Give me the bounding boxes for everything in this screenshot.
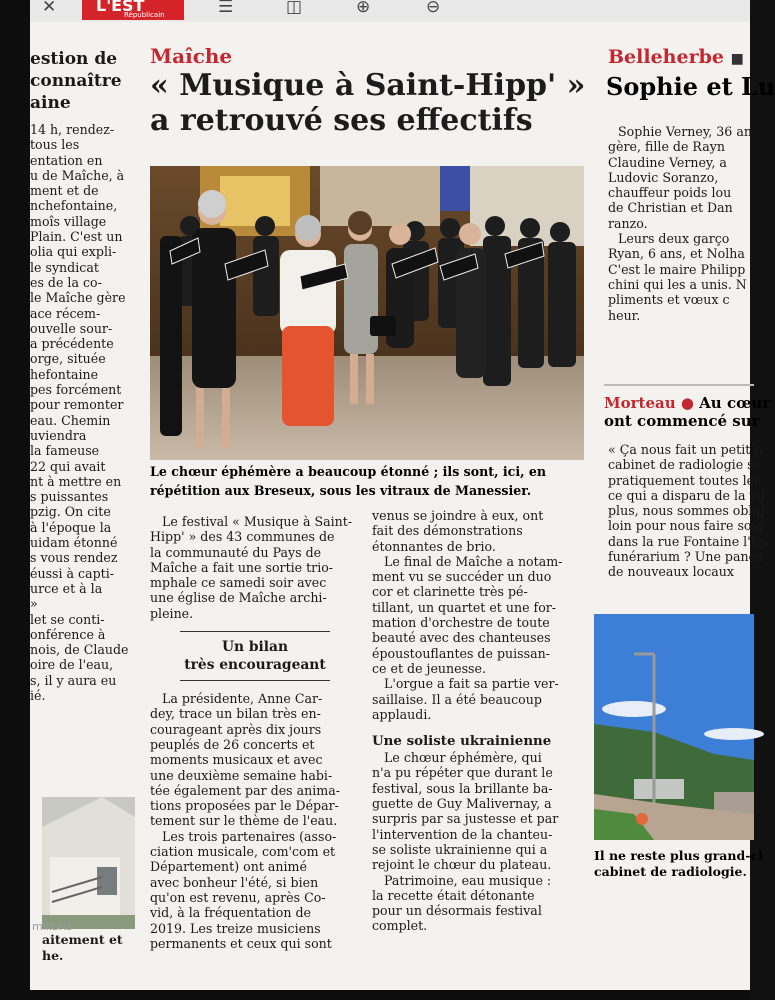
text-line: mphale ce samedi soir avec (150, 575, 327, 591)
zoom-out-icon[interactable]: ⊖ (426, 0, 441, 17)
text-line: dey, trace un bilan très en- (150, 706, 321, 722)
text-line: C'est le maire Philipp (608, 261, 746, 277)
text-line: courageant après dix jours (150, 721, 322, 737)
text-line: aitement et (42, 932, 123, 947)
text-line: tée également par des anima- (150, 782, 340, 798)
text-line: « Ça nous fait un petit p (608, 442, 763, 457)
left-article-photo (42, 797, 135, 929)
text-line: nchefontaine, (30, 198, 118, 214)
text-line: ce et de jeunesse. (372, 660, 486, 676)
article-column-2 (372, 508, 584, 934)
text-line: pliments et vœux c (608, 292, 730, 308)
text-line: estion de (30, 49, 118, 69)
text-line: pour un désormais festival (372, 903, 542, 919)
morteau-headline: Morteau ● Au cœur ont commencé sur (604, 384, 754, 430)
headline-line: « Musique à Saint-Hipp' » (150, 68, 586, 103)
text-line: surpris par sa justesse et par (372, 811, 559, 827)
text-line: dans la rue Fontaine l'Ép (608, 533, 768, 549)
text-line: plus, nous sommes oblig (608, 503, 765, 519)
subheading-line: très encourageant (184, 657, 326, 674)
text-line: mation d'orchestre de toute (372, 615, 550, 631)
text-line: Ryan, 6 ans, et Nolha (608, 246, 745, 262)
left-article (30, 48, 140, 114)
text-line: onférence à (30, 626, 106, 642)
photo-caption (150, 462, 590, 500)
close-icon[interactable]: ✕ (42, 0, 57, 17)
text-line: Sophie Verney, 36 an (618, 124, 752, 139)
text-line: a précédente (30, 336, 114, 352)
text-line: se soliste ukrainienne qui a (372, 841, 548, 857)
text-line: Ludovic Soranzo, (608, 169, 719, 185)
radiology-photo (594, 614, 754, 840)
text-line: fait des démonstrations (372, 523, 523, 539)
text-line: applaudi. (372, 706, 432, 722)
watermark: milibris (32, 920, 73, 933)
headline-line: a retrouvé ses effectifs (150, 103, 533, 138)
text-line: saillaise. Il a été beaucoup (372, 691, 542, 707)
left-photo-caption (42, 932, 142, 964)
list-icon[interactable]: ☰ (218, 0, 234, 17)
text-line: La présidente, Anne Car- (162, 691, 323, 707)
left-article-title (30, 48, 140, 114)
text-line: Leurs deux garço (618, 231, 730, 247)
text-line: heur. (608, 307, 641, 323)
text-line: he. (42, 948, 64, 963)
text-line: ment et de (30, 183, 99, 199)
subhead-rule (180, 680, 330, 681)
text-line: l'intervention de la chanteu- (372, 826, 553, 842)
text-line: Le final de Maîche a notam- (384, 553, 563, 569)
text-line: peuplés de 26 concerts et (150, 736, 315, 752)
text-line: cabinet de radiologie se (608, 457, 762, 473)
text-line: loin pour nous faire soig (608, 518, 764, 534)
article-kicker: Maîche (150, 44, 233, 68)
text-line: une deuxième semaine habi- (150, 767, 333, 783)
choir-photo-image (150, 166, 584, 460)
zoom-in-icon[interactable]: ⊕ (356, 0, 371, 17)
left-article-body (30, 122, 140, 703)
article-headline (150, 68, 590, 138)
text-line: la fameuse (30, 443, 100, 459)
newspaper-page (30, 22, 775, 990)
left-photo-image (42, 797, 135, 929)
text-line: Les trois partenaires (asso- (162, 828, 337, 844)
text-line: vid, à la fréquentation de (150, 905, 312, 921)
text-line: pratiquement toutes les (608, 472, 761, 488)
text-line: nois, de Claude (30, 642, 129, 658)
text-line: Maîche a fait une sortie trio- (150, 559, 334, 575)
text-line: venus se joindre à eux, ont (372, 508, 544, 523)
text-line: ment vu se succéder un duo (372, 569, 552, 585)
radiology-caption: Il ne reste plus grand-cl cabinet de radiologie. (594, 848, 763, 879)
text-line: complet. (372, 918, 428, 934)
text-line: L'orgue a fait sa partie ver- (384, 676, 559, 692)
text-line: 2019. Les treize musiciens (150, 920, 321, 936)
text-line: ié. (30, 687, 46, 703)
text-line: ranzo. (608, 215, 648, 231)
text-line: aine (30, 93, 71, 113)
paragraph (150, 829, 360, 951)
text-line: ciation musicale, com'com et (150, 844, 336, 860)
text-line: olia qui expli- (30, 244, 117, 260)
text-line: 22 qui avait (30, 458, 106, 474)
radiology-photo-image (594, 614, 754, 840)
text-line: u de Maîche, à (30, 167, 125, 183)
choir-photo (150, 166, 584, 460)
text-line: gère, fille de Rayn (608, 139, 725, 155)
text-line: chauffeur poids lou (608, 185, 732, 201)
text-line: let se conti- (30, 611, 105, 627)
text-line: qu'on est revenu, après Co- (150, 889, 326, 905)
text-line: guette de Guy Malivernay, a (372, 796, 552, 812)
text-line: le Maîche gère (30, 290, 126, 306)
text-line: Département) ont animé (150, 859, 307, 875)
text-line: pour remonter (30, 397, 124, 413)
subheading-line: Un bilan (222, 639, 288, 656)
text-line: hefontaine (30, 366, 99, 382)
text-line: rejoint le chœur du plateau. (372, 857, 552, 873)
text-line: tions proposées par le Dépar- (150, 798, 339, 814)
text-line: Le festival « Musique à Saint- (162, 514, 353, 529)
article-column-1 (150, 514, 360, 951)
paragraph (372, 676, 584, 722)
text-line: pes forcément (30, 382, 122, 398)
text-line: pleine. (150, 605, 194, 621)
text-line: entation en (30, 152, 103, 168)
text-line: une église de Maîche archi- (150, 590, 327, 606)
text-line: Patrimoine, eau musique : (384, 872, 552, 888)
text-line: avec bonheur l'été, si bien (150, 874, 319, 890)
text-line: festival, sous la brillante ba- (372, 780, 553, 796)
text-line: uviendra (30, 427, 87, 443)
morteau-article-body (608, 442, 768, 580)
right-articles (594, 22, 775, 990)
text-line: es de la co- (30, 274, 102, 290)
text-line: » (30, 596, 38, 612)
text-line: de Christian et Dan (608, 200, 733, 216)
layout-icon[interactable]: ◫ (286, 0, 303, 17)
text-line: connaître (30, 71, 122, 91)
text-line: 14 h, rendez- (30, 122, 115, 137)
text-line: n'a pu répéter que durant le (372, 765, 553, 781)
text-line: moîs village (30, 213, 107, 229)
text-line: nt à mettre en (30, 473, 122, 489)
text-line: urce et à la (30, 580, 103, 596)
right-article-body (608, 124, 758, 323)
paragraph (372, 508, 584, 554)
text-line: cor et clarinette très pé- (372, 584, 528, 600)
paragraph (372, 750, 584, 872)
text-line: étonnantes de brio. (372, 538, 496, 554)
text-line: éussi à capti- (30, 565, 114, 581)
text-line: Claudine Verney, a (608, 154, 727, 170)
text-line: Le chœur éphémère, qui (384, 750, 542, 766)
text-line: tement sur le thème de l'eau. (150, 813, 338, 829)
text-line: la recette était détonante (372, 887, 535, 903)
text-line: de nouveaux locaux (608, 564, 734, 580)
paragraph (372, 554, 584, 676)
text-line: la communauté du Pays de (150, 544, 322, 560)
right-kicker: Belleherbe ■ N (608, 46, 768, 68)
paragraph (150, 691, 360, 829)
text-line: oire de l'eau, (30, 657, 114, 673)
text-line: beauté avec des chanteuses (372, 630, 551, 646)
text-line: s vous rendez (30, 550, 118, 566)
paragraph (372, 873, 584, 934)
text-line: Plain. C'est un (30, 229, 123, 245)
text-line: s, il y aura eu (30, 672, 117, 688)
text-line: tous les (30, 137, 80, 153)
text-line: le syndicat (30, 259, 99, 275)
text-line: moments musicaux et avec (150, 752, 323, 768)
text-line: eau. Chemin (30, 412, 111, 428)
text-line: ce qui a disparu de la vil (608, 487, 765, 503)
subheading-soliste: Une soliste ukrainienne (372, 733, 552, 750)
text-line: chini qui les a unis. N (608, 276, 747, 292)
text-line: permanents et ceux qui sont (150, 935, 332, 951)
text-line: tillant, un quartet et une for- (372, 599, 557, 615)
text-line: ace récem- (30, 305, 101, 321)
subhead-rule (180, 631, 330, 632)
text-line: orge, située (30, 351, 106, 367)
subheading (150, 638, 360, 674)
text-line: à l'époque la (30, 519, 112, 535)
text-line: uidam étonné (30, 535, 118, 551)
text-line: époustouflantes de puissan- (372, 645, 550, 661)
text-line: funérarium ? Une panca (608, 549, 764, 565)
caption-line: Le chœur éphémère a beaucoup étonné ; ils sont, ici, en (150, 464, 547, 479)
text-line: s puissantes (30, 489, 109, 505)
text-line: Hipp' » des 43 communes de (150, 529, 335, 545)
text-line: pzig. On cite (30, 504, 111, 520)
caption-line: répétition aux Breseux, sous les vitraux de Manessier. (150, 483, 532, 498)
right-headline: Sophie et Lu (606, 72, 775, 101)
text-line: ouvelle sour- (30, 320, 113, 336)
newspaper-logo[interactable]: L'EST Républicain (82, 0, 184, 20)
paragraph (150, 514, 360, 621)
